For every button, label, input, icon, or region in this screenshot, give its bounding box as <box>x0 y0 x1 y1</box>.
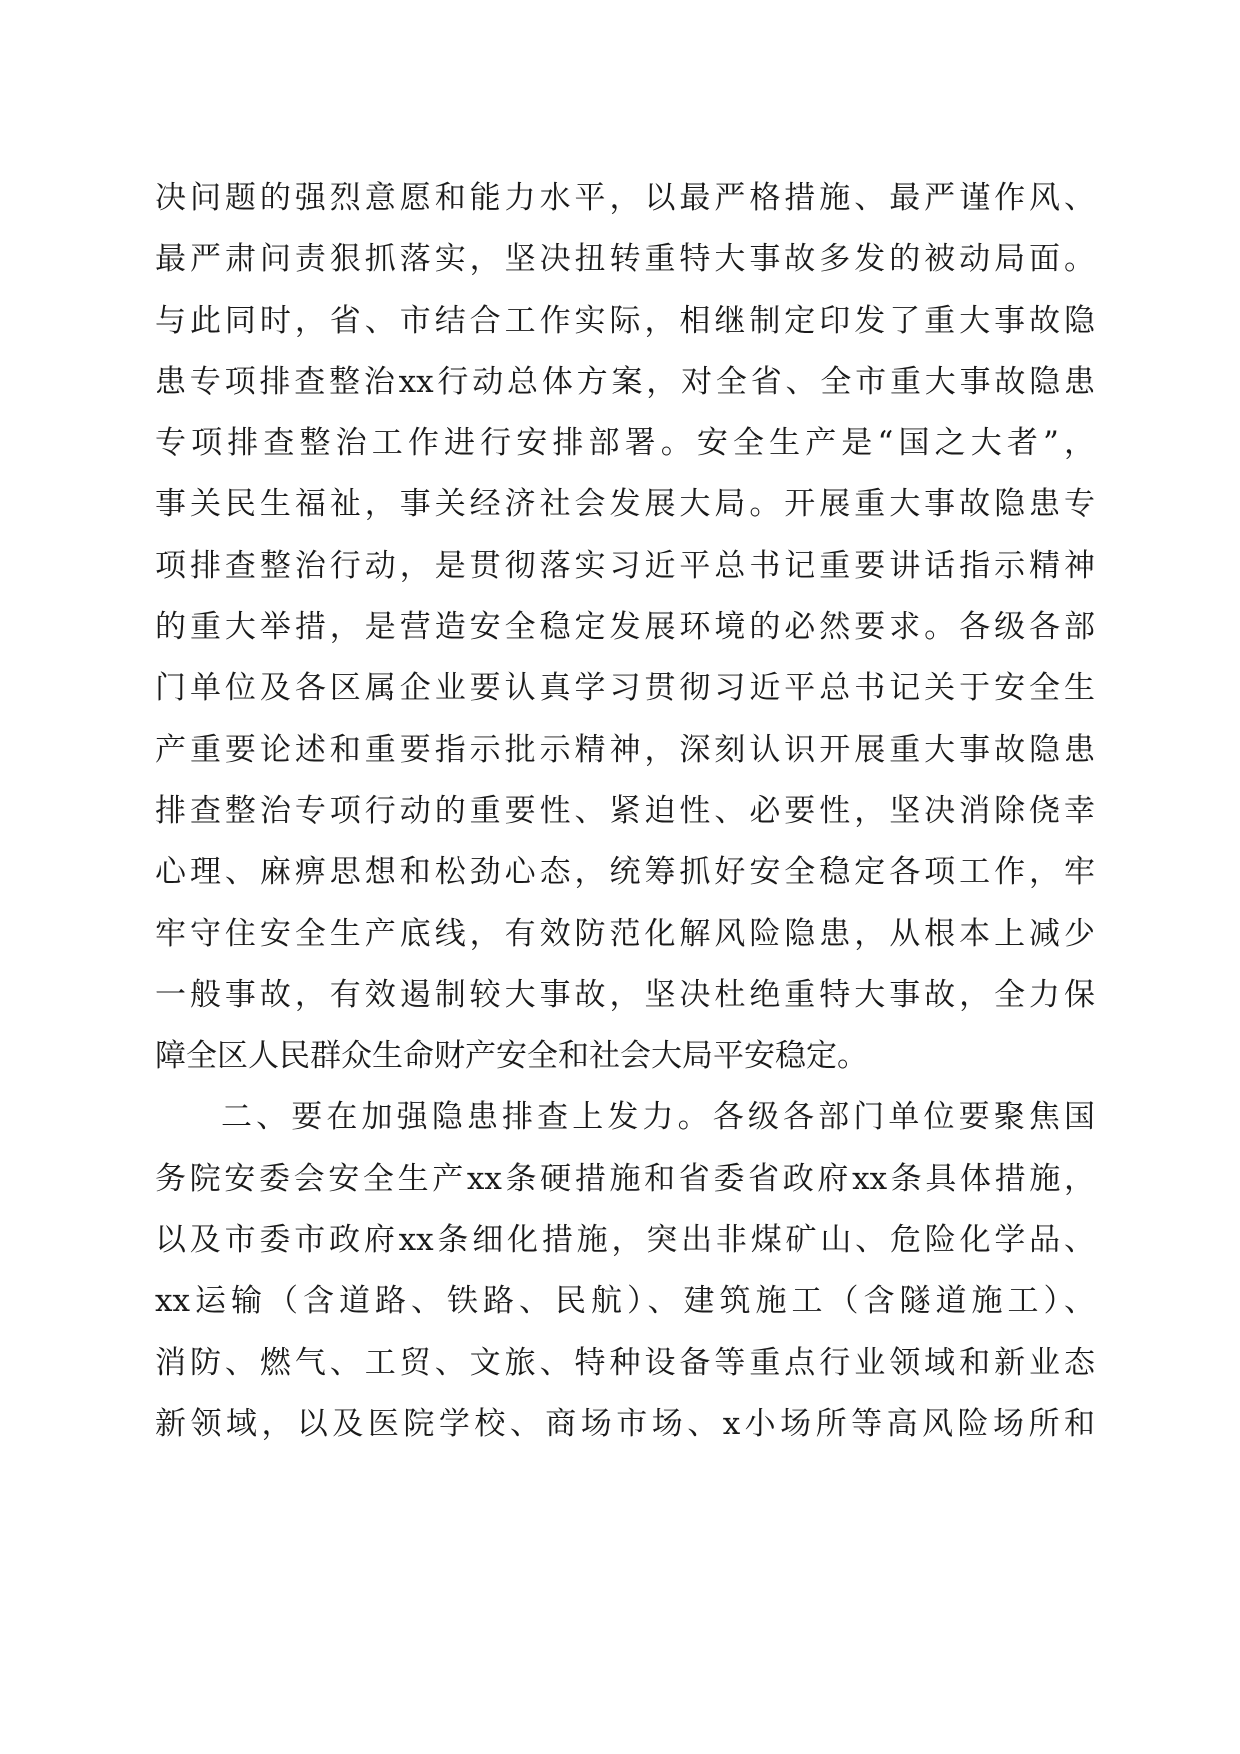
text-line: 务院安委会安全生产xx条硬措施和省委省政府xx条具体措施， <box>155 1160 1095 1197</box>
text-line: 障全区人民群众生命财产安全和社会大局平安稳定。 <box>155 1038 868 1075</box>
text-line: 门单位及各区属企业要认真学习贯彻习近平总书记关于安全生 <box>155 670 1095 707</box>
text-line: 与此同时，省、市结合工作实际，相继制定印发了重大事故隐 <box>155 302 1095 339</box>
text-line: 心理、麻痹思想和松劲心态，统筹抓好安全稳定各项工作，牢 <box>155 854 1095 891</box>
text-line: 一般事故，有效遏制较大事故，坚决杜绝重特大事故，全力保 <box>155 976 1095 1013</box>
text-line: 决问题的强烈意愿和能力水平，以最严格措施、最严谨作风、 <box>155 180 1095 216</box>
text-line: 的重大举措，是营造安全稳定发展环境的必然要求。各级各部 <box>155 609 1095 646</box>
text-line: xx运输（含道路、铁路、民航）、建筑施工（含隧道施工）、 <box>155 1283 1095 1320</box>
text-line: 产重要论述和重要指示批示精神，深刻认识开展重大事故隐患 <box>155 731 1095 768</box>
text-line: 牢守住安全生产底线，有效防范化解风险隐患，从根本上减少 <box>155 915 1095 952</box>
body-text <box>155 168 1095 1455</box>
text-line: 新领域，以及医院学校、商场市场、x小场所等高风险场所和 <box>155 1405 1095 1442</box>
text-line: 专项排查整治工作进行安排部署。安全生产是“国之大者”， <box>155 425 1095 462</box>
text-line: 最严肃问责狠抓落实，坚决扭转重特大事故多发的被动局面。 <box>155 241 1095 278</box>
text-line: 事关民生福祉，事关经济社会发展大局。开展重大事故隐患专 <box>155 486 1095 523</box>
section-heading-line: 二、要在加强隐患排查上发力。各级各部门单位要聚焦国 <box>221 1099 1095 1136</box>
text-line: 排查整治专项行动的重要性、紧迫性、必要性，坚决消除侥幸 <box>155 792 1095 829</box>
text-line: 以及市委市政府xx条细化措施，突出非煤矿山、危险化学品、 <box>155 1222 1095 1259</box>
text-line: 项排查整治行动，是贯彻落实习近平总书记重要讲话指示精神 <box>155 547 1095 584</box>
text-line: 消防、燃气、工贸、文旅、特种设备等重点行业领域和新业态 <box>155 1344 1095 1381</box>
text-line: 患专项排查整治xx行动总体方案，对全省、全市重大事故隐患 <box>155 363 1095 400</box>
